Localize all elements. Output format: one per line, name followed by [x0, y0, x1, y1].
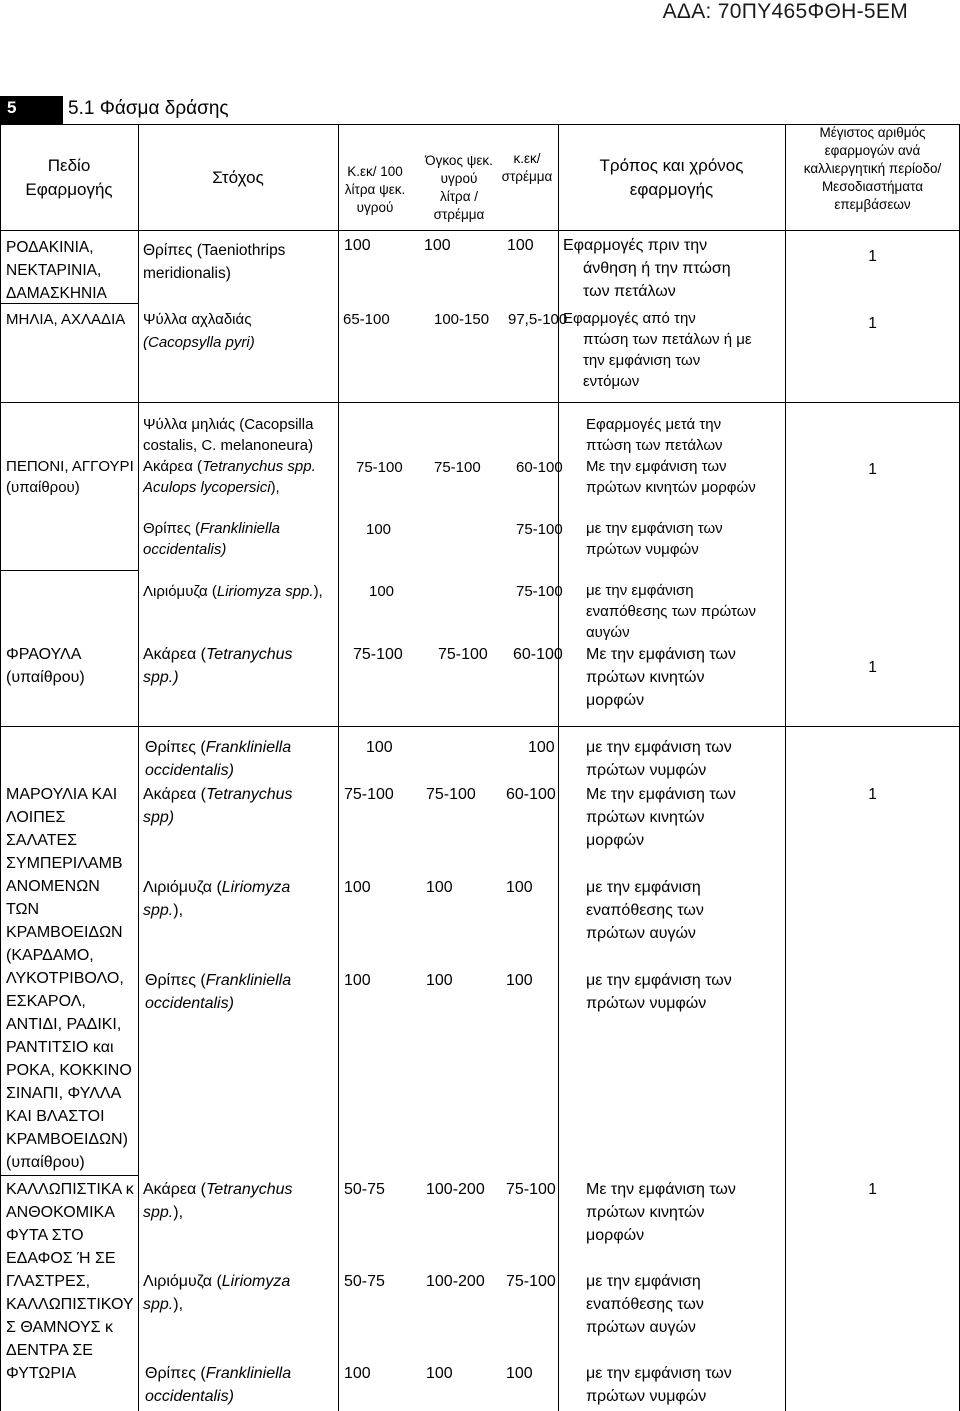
max-applications: 1: [868, 659, 877, 676]
dose1-value: 100: [344, 879, 371, 896]
dose3-value: 97,5-100: [508, 311, 568, 328]
header-dose-per-stremma: κ.εκ/ στρέμμα: [501, 151, 553, 184]
dose2-value: 100-200: [426, 1273, 485, 1290]
dose3-value: 60-100: [516, 459, 563, 476]
method-text: Με την εμφάνιση των πρώτων κινητών μορφών: [586, 458, 756, 496]
target-thrips-frankliniella: Θρίπες (Frankliniella occidentalis): [143, 520, 281, 558]
method-text: με την εμφάνιση εναπόθεσης των πρώτων αυγών: [586, 879, 704, 942]
method-text: Με την εμφάνιση των πρώτων κινητών μορφών: [586, 646, 736, 709]
dose3-value: 100: [506, 1365, 533, 1382]
row-divider: [0, 1175, 138, 1176]
document-id: ΑΔΑ: 70ΠΥ465ΦΘΗ-5ΕΜ: [662, 0, 908, 23]
target-akarea-tetranychus: Ακάρεα (Tetranychus spp.): [143, 646, 293, 686]
dose1-value: 65-100: [343, 311, 390, 328]
crop-rodakinia: ΡΟΔΑΚΙΝΙΑ, ΝΕΚΤΑΡΙΝΙΑ, ΔΑΜΑΣΚΗΝΙΑ: [6, 239, 107, 302]
target-thrips-frankliniella: Θρίπες (Frankliniella occidentalis): [145, 1365, 292, 1405]
target-thrips-taeniothrips: Θρίπες (Taeniothrips meridionalis): [143, 242, 286, 282]
dose2-value: 100-200: [426, 1181, 485, 1198]
max-applications: 1: [868, 248, 877, 265]
target-thrips-frankliniella: Θρίπες (Frankliniella occidentalis): [145, 972, 292, 1012]
table-left-border: [0, 124, 1, 1411]
method-text: Με την εμφάνιση των πρώτων κινητών μορφών: [586, 786, 736, 849]
target-psylla-malus: Ψύλλα μηλιάς (Cacopsilla costalis, C. melanoneura): [143, 416, 314, 454]
dose1-value: 100: [344, 237, 371, 254]
method-text: Με την εμφάνιση των πρώτων κινητών μορφών: [586, 1181, 736, 1244]
dose3-value: 75-100: [506, 1181, 556, 1198]
crop-kallopistika: ΚΑΛΛΩΠΙΣΤΙΚΑ κ ΑΝΘΟΚΟΜΙΚΑ ΦΥΤΑ ΣΤΟ ΕΔΑΦΟΣ Ή ΣΕ ΓΛΑΣΤΡΕΣ, ΚΑΛΛΩΠΙΣΤΙΚΟΥ Σ ΘΑΜΝΟΥΣ κ ΔΕΝΤΡΑ ΣΕ ΦΥΤΩΡΙΑ: [6, 1181, 134, 1382]
table-header-bottom-border: [0, 230, 960, 231]
crop-fraoula: ΦΡΑΟΥΛΑ (υπαίθρου): [6, 646, 85, 686]
dose2-value: 75-100: [516, 583, 563, 600]
row-divider: [0, 570, 138, 571]
header-field: Πεδίο Εφαρμογής: [25, 156, 113, 199]
method-text: Εφαρμογές μετά την πτώση των πετάλων: [586, 416, 723, 454]
max-applications: 1: [868, 461, 877, 478]
dose2-value: 100: [528, 739, 555, 756]
method-text: με την εμφάνιση εναπόθεσης των πρώτων αυγών: [586, 1273, 704, 1336]
dose2-value: 100: [426, 879, 453, 896]
dose1-value: 50-75: [344, 1181, 385, 1198]
target-akarea-tetranychus: Ακάρεα (Tetranychus spp.),: [143, 1181, 293, 1221]
header-method: Τρόπος και χρόνος εφαρμογής: [599, 156, 744, 199]
target-liriomyza: Λιριόμυζα (Liriomyza spp.),: [143, 879, 291, 919]
method-text: με την εμφάνιση των πρώτων νυμφών: [586, 972, 732, 1012]
method-text: με την εμφάνιση των πρώτων νυμφών: [586, 739, 732, 779]
max-applications: 1: [868, 315, 877, 332]
method-text: με την εμφάνιση των πρώτων νυμφών: [586, 1365, 732, 1405]
dose2-value: 75-100: [434, 459, 481, 476]
method-text: Εφαρμογές από την πτώση των πετάλων ή με την εμφάνιση των εντόμων: [563, 310, 752, 390]
dose2-value: 100: [426, 1365, 453, 1382]
section-number: 5: [7, 98, 17, 117]
row-divider: [0, 726, 960, 727]
dose2-value: 100-150: [434, 311, 490, 328]
target-psylla-pyri: Ψύλλα αχλαδιάς (Cacopsylla pyri): [143, 311, 255, 351]
dose1-value: 100: [344, 1365, 371, 1382]
crop-peponi: ΠΕΠΟΝΙ, ΑΓΓΟΥΡΙ (υπαίθρου): [6, 458, 134, 496]
dose2-value: 75-100: [438, 646, 488, 663]
dose2-value: 75-100: [516, 521, 563, 538]
header-max-applications: Μέγιστος αριθμός εφαρμογών ανά καλλιεργητική περίοδο/ Μεσοδιαστήματα επεμβάσεων: [803, 125, 942, 212]
dose1-value: 50-75: [344, 1273, 385, 1290]
row-divider: [0, 402, 960, 403]
dose1-value: 100: [366, 739, 393, 756]
dose1-value: 75-100: [356, 459, 403, 476]
dose3-value: 100: [506, 879, 533, 896]
target-akarea-aculops: Ακάρεα (Tetranychus spp. Aculops lycopersici),: [143, 458, 316, 496]
dose3-value: 100: [507, 237, 534, 254]
header-dose-per-100l: Κ.εκ/ 100 λίτρα ψεκ. υγρού: [344, 164, 406, 215]
header-target: Στόχος: [212, 168, 264, 187]
crop-milia: ΜΗΛΙΑ, ΑΧΛΑΔΙΑ: [6, 311, 126, 328]
target-liriomyza: Λιριόμυζα (Liriomyza spp.),: [143, 1273, 291, 1313]
target-liriomyza: Λιριόμυζα (Liriomyza spp.),: [143, 583, 323, 600]
max-applications: 1: [868, 786, 877, 803]
dose3-value: 60-100: [506, 786, 556, 803]
dose3-value: 60-100: [513, 646, 563, 663]
dose2-value: 75-100: [426, 786, 476, 803]
dose1-value: 75-100: [344, 786, 394, 803]
column-divider-target: [338, 124, 339, 1411]
dose3-value: 75-100: [506, 1273, 556, 1290]
method-text: Εφαρμογές πριν την άνθηση ή την πτώση των πετάλων: [563, 237, 731, 300]
dose1-value: 75-100: [353, 646, 403, 663]
column-divider-field: [138, 124, 139, 1411]
dose1-value: 100: [366, 521, 392, 538]
max-applications: 1: [868, 1181, 877, 1198]
target-akarea-tetranychus: Ακάρεα (Tetranychus spp): [143, 786, 293, 826]
target-thrips-frankliniella: Θρίπες (Frankliniella occidentalis): [145, 739, 292, 779]
method-text: με την εμφάνιση των πρώτων νυμφών: [586, 520, 723, 558]
header-spray-volume: Όγκος ψεκ. υγρού λίτρα / στρέμμα: [425, 153, 493, 222]
dose3-value: 100: [506, 972, 533, 989]
method-text: με την εμφάνιση εναπόθεσης των πρώτων αυγών: [586, 582, 756, 641]
dose2-value: 100: [424, 237, 451, 254]
dose2-value: 100: [426, 972, 453, 989]
crop-maroulia: ΜΑΡΟΥΛΙΑ ΚΑΙ ΛΟΙΠΕΣ ΣΑΛΑΤΕΣ ΣΥΜΠΕΡΙΛΑΜΒ ΑΝΟΜΕΝΩΝ ΤΩΝ ΚΡΑΜΒΟΕΙΔΩΝ (ΚΑΡΔΑΜΟ, ΛΥΚΟΤΡΙΒΟΛΟ, ΕΣΚΑΡΟΛ, ΑΝΤΙΔΙ, ΡΑΔΙΚΙ, ΡΑΝΤΙΤΣΙΟ και ΡΟΚΑ, ΚΟΚΚΙΝΟ ΣΙΝΑΠΙ, ΦΥΛΛΑ ΚΑΙ ΒΛΑΣΤΟΙ ΚΡΑΜΒΟΕΙΔΩΝ) (υπαίθρου): [6, 786, 132, 1171]
section-title: 5.1 Φάσμα δράσης: [68, 98, 229, 119]
dose1-value: 100: [369, 583, 395, 600]
row-divider: [0, 303, 138, 304]
dose1-value: 100: [344, 972, 371, 989]
